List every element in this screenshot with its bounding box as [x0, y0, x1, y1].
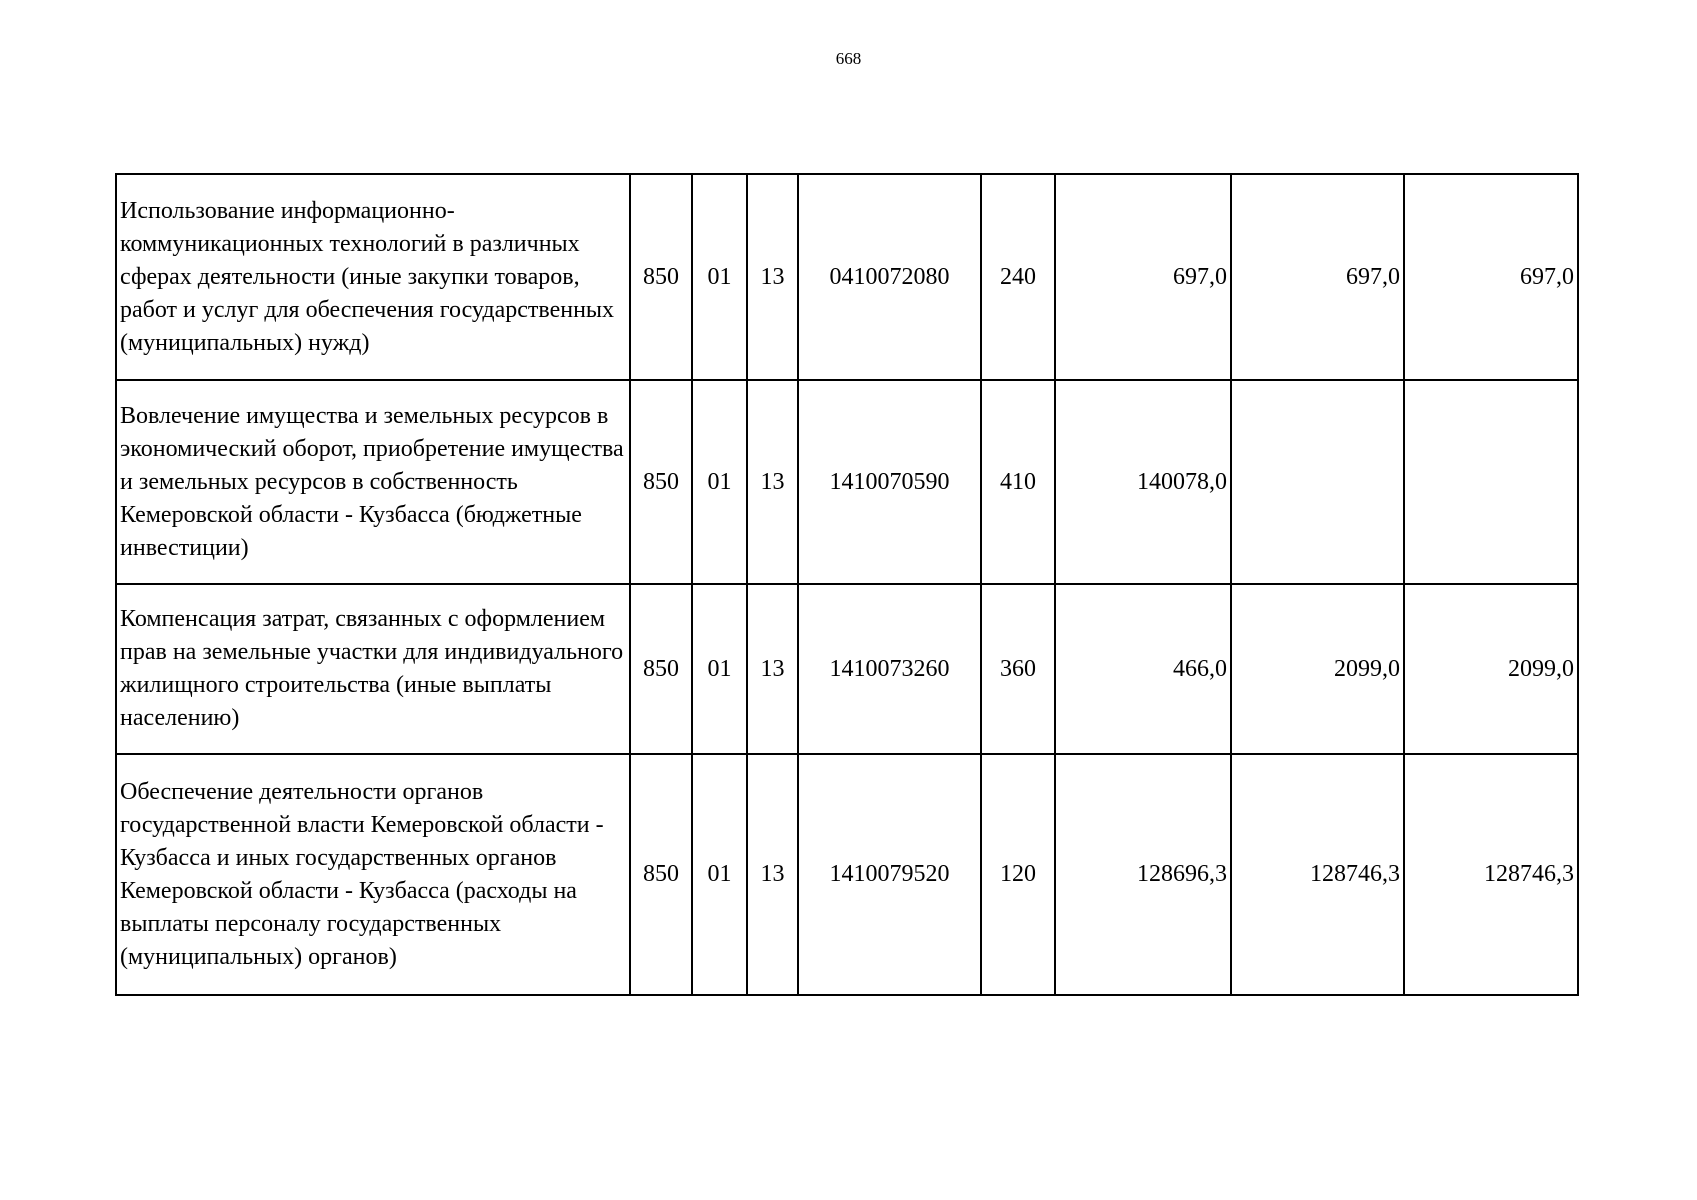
- target-article-code: 1410073260: [798, 584, 981, 754]
- subsection-code: 13: [747, 380, 798, 584]
- row-description: Использование информационно-коммуникационных технологий в различных сферах деятельности (иные закупки товаров, работ и услуг для обеспечения государственных (муниципальных) нужд): [116, 174, 630, 380]
- expense-type-code: 240: [981, 174, 1055, 380]
- target-article-code: 1410079520: [798, 754, 981, 995]
- amount-2: 128746,3: [1231, 754, 1404, 995]
- row-description: Обеспечение деятельности органов государственной власти Кемеровской области - Кузбасса и иных государственных органов Кемеровской области - Кузбасса (расходы на выплаты персоналу государственных (муниципальных) органов): [116, 754, 630, 995]
- ministry-code: 850: [630, 754, 692, 995]
- target-article-code: 1410070590: [798, 380, 981, 584]
- target-article-code: 0410072080: [798, 174, 981, 380]
- expense-type-code: 360: [981, 584, 1055, 754]
- amount-3: 128746,3: [1404, 754, 1578, 995]
- ministry-code: 850: [630, 584, 692, 754]
- amount-1: 466,0: [1055, 584, 1231, 754]
- table-row: [116, 584, 1578, 754]
- row-description: Компенсация затрат, связанных с оформлением прав на земельные участки для индивидуального жилищного строительства (иные выплаты населению): [116, 584, 630, 754]
- page-number: 668: [835, 49, 862, 68]
- amount-1: 697,0: [1055, 174, 1231, 380]
- expense-type-code: 120: [981, 754, 1055, 995]
- ministry-code: 850: [630, 174, 692, 380]
- row-description: Вовлечение имущества и земельных ресурсов в экономический оборот, приобретение имущества и земельных ресурсов в собственность Кемеровской области - Кузбасса (бюджетные инвестиции): [116, 380, 630, 584]
- ministry-code: 850: [630, 380, 692, 584]
- subsection-code: 13: [747, 174, 798, 380]
- subsection-code: 13: [747, 584, 798, 754]
- amount-3: [1404, 380, 1578, 584]
- amount-1: 140078,0: [1055, 380, 1231, 584]
- amount-2: 697,0: [1231, 174, 1404, 380]
- table-row: [116, 380, 1578, 584]
- expense-type-code: 410: [981, 380, 1055, 584]
- table-row: [116, 174, 1578, 380]
- amount-1: 128696,3: [1055, 754, 1231, 995]
- amount-3: 2099,0: [1404, 584, 1578, 754]
- section-code: 01: [692, 380, 747, 584]
- section-code: 01: [692, 584, 747, 754]
- subsection-code: 13: [747, 754, 798, 995]
- amount-2: 2099,0: [1231, 584, 1404, 754]
- budget-table: [115, 173, 1579, 996]
- amount-2: [1231, 380, 1404, 584]
- amount-3: 697,0: [1404, 174, 1578, 380]
- section-code: 01: [692, 754, 747, 995]
- table-row: [116, 754, 1578, 995]
- section-code: 01: [692, 174, 747, 380]
